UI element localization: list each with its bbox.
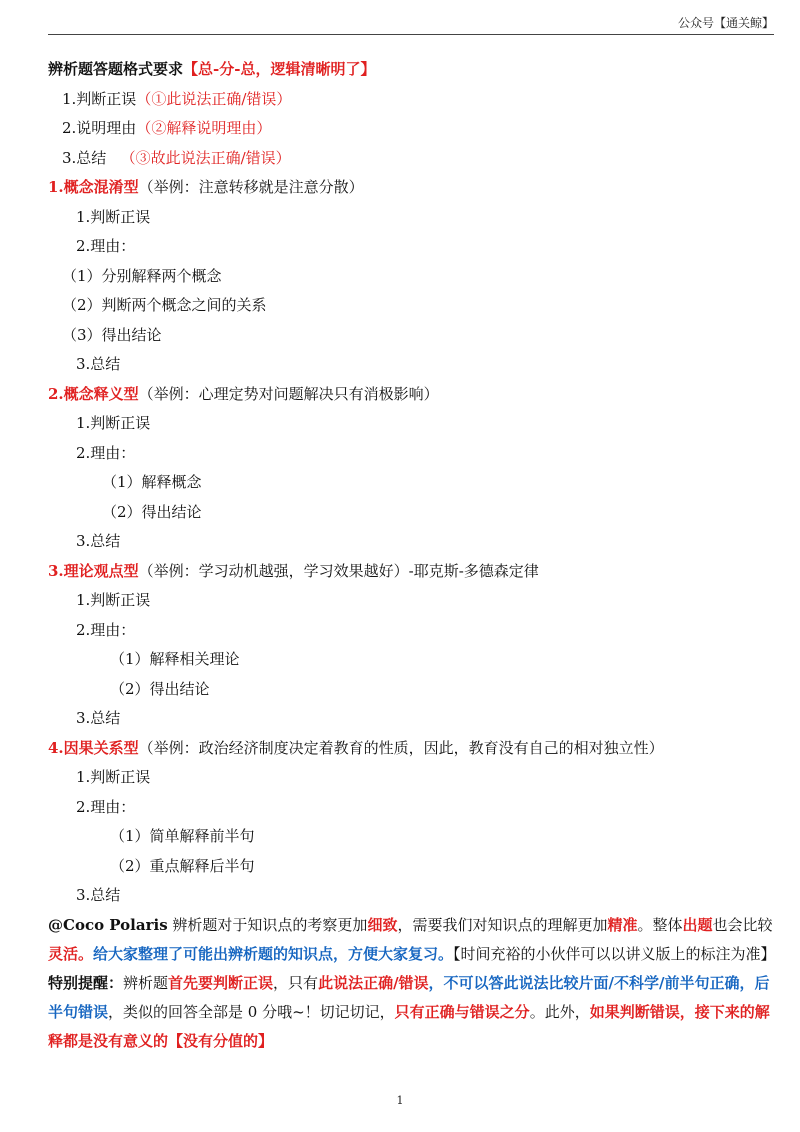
section-heading-3 (48, 557, 780, 587)
section-type: 1.概念混淆型 (48, 178, 139, 196)
section-step-summary: 3.总结 (76, 355, 121, 373)
section-example: （举例：注意转移就是注意分散） (138, 178, 364, 196)
header-divider (48, 34, 774, 35)
section-sub-item: （1）解释概念 (102, 473, 202, 491)
note-text: 。整体 (637, 915, 683, 934)
section-sub-item: （3）得出结论 (62, 325, 162, 344)
section-step-summary: 3.总结 (76, 532, 121, 550)
note-emphasis: 精准 (607, 915, 638, 934)
section-type: 2.概念释义型 (48, 384, 139, 403)
reminder-emphasis: 如果判断错误，接下来的解释都是没有意义的【没有分值的】 (48, 1002, 770, 1050)
section-sub-item: （2）判断两个概念之间的关系 (62, 296, 267, 314)
reminder-text: 辨析题 (123, 973, 169, 992)
author-note (48, 911, 780, 969)
format-step-1 (48, 85, 780, 115)
note-text: ，需要我们对知识点的理解更加 (397, 915, 608, 934)
page-number: 1 (396, 1094, 404, 1107)
format-step-note: （②解释说明理由） (136, 119, 272, 137)
section-sub-item: （2）得出结论 (102, 502, 202, 521)
format-step-note: （①此说法正确/错误） (136, 89, 292, 108)
document-body (48, 55, 780, 1056)
author-handle: @Coco Polaris (48, 915, 168, 934)
note-emphasis: 细致 (367, 915, 398, 934)
section-example: （举例：学习动机越强，学习效果越好）-耶克斯-多德森定律 (138, 561, 539, 580)
section-heading-1 (48, 173, 780, 203)
section-type: 3.理论观点型 (48, 561, 139, 580)
reminder-highlight: ，不可以答此说法比较片面/不科学/前半句正确，后半句错误 (48, 973, 770, 1021)
format-step-3 (48, 144, 780, 174)
format-step-label: 2.说明理由 (62, 119, 137, 137)
section-step-judge: 1.判断正误 (76, 414, 151, 432)
note-text: 辨析题对于知识点的考察更加 (167, 915, 368, 934)
reminder-emphasis: 首先要判断正误 (168, 973, 274, 992)
section-step-reason: 2.理由： (76, 443, 136, 462)
section-sub-item: （1）解释相关理论 (110, 650, 240, 668)
note-emphasis: 灵活。 (48, 944, 94, 963)
title-bracket: 【总-分-总，逻辑清晰明了】 (183, 60, 376, 78)
format-step-2 (48, 114, 780, 144)
section-step-reason: 2.理由： (76, 620, 136, 639)
header-account: 公众号【通关鲸】 (677, 16, 774, 30)
section-step-summary: 3.总结 (76, 709, 121, 727)
section-sub-item: （1）简单解释前半句 (110, 827, 255, 845)
reminder-emphasis: 此说法正确/错误 (318, 973, 429, 992)
reminder-label: 特别提醒： (48, 973, 124, 992)
format-step-label: 1.判断正误 (62, 89, 137, 108)
reminder-text: ，只有 (273, 973, 319, 992)
note-text: 也会比较 (712, 915, 773, 934)
section-example: （举例：心理定势对问题解决只有消极影响） (138, 384, 439, 403)
section-step-judge: 1.判断正误 (76, 768, 151, 786)
section-sub-item: （2）重点解释后半句 (110, 856, 255, 875)
note-highlight: 给大家整理了可能出辨析题的知识点，方便大家复习。 (93, 944, 454, 963)
note-emphasis: 出题 (682, 915, 713, 934)
section-step-judge: 1.判断正误 (76, 207, 151, 226)
special-reminder (48, 969, 780, 1056)
section-heading-4 (48, 734, 780, 764)
reminder-text: 。此外， (529, 1002, 590, 1021)
section-step-judge: 1.判断正误 (76, 591, 151, 609)
section-step-reason: 2.理由： (76, 237, 136, 255)
reminder-text: ，类似的回答全部是 0 分哦~！切记切记， (108, 1002, 395, 1021)
format-step-note: （③故此说法正确/错误） (120, 148, 291, 167)
section-sub-item: （1）分别解释两个概念 (62, 266, 222, 285)
section-example: （举例：政治经济制度决定着教育的性质，因此，教育没有自己的相对独立性） (138, 738, 664, 757)
section-step-reason: 2.理由： (76, 797, 136, 816)
section-heading-2 (48, 380, 780, 410)
section-sub-item: （2）得出结论 (110, 679, 210, 698)
section-type: 4.因果关系型 (48, 738, 139, 757)
format-step-label: 3.总结 (62, 148, 107, 167)
page-title (48, 55, 780, 85)
reminder-emphasis: 只有正确与错误之分 (394, 1002, 530, 1021)
note-text: 【时间充裕的小伙伴可以以讲义版上的标注为准】 (453, 944, 776, 963)
section-step-summary: 3.总结 (76, 886, 121, 904)
title-main: 辨析题答题格式要求 (48, 60, 184, 78)
